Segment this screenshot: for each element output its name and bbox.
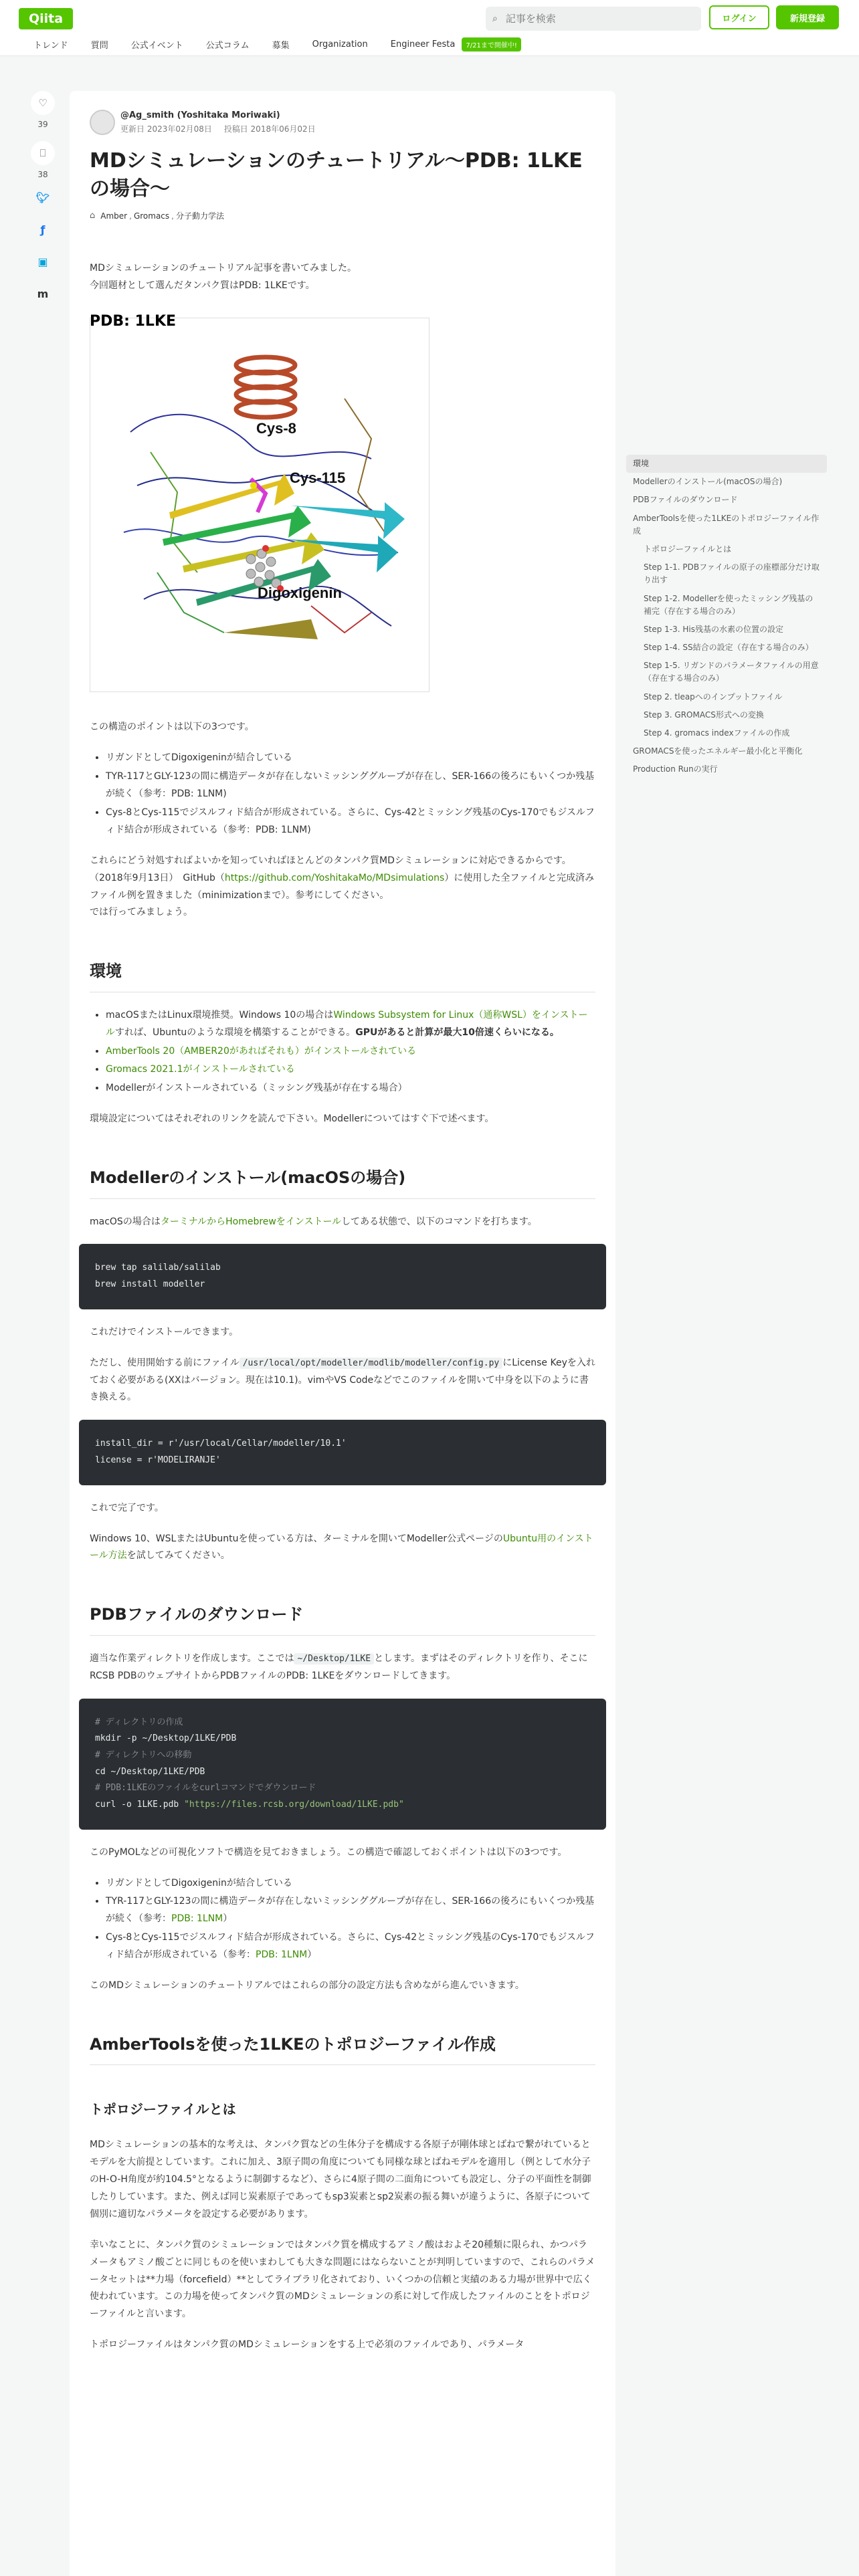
list-item bbox=[106, 1043, 595, 1061]
code-block-config[interactable]: install_dir = r'/usr/local/Cellar/modeller/10.1' license = r'MODELIRANJE' bbox=[79, 1420, 606, 1485]
toc-item[interactable]: Step 1-5. リガンドのパラメータファイルの用意（存在する場合のみ） bbox=[644, 661, 819, 683]
list-item: • Modellerがインストールされている（ミッシング残基が存在する場合） bbox=[106, 1080, 595, 1097]
code-block-brew[interactable]: brew tap salilab/salilab brew install modeller bbox=[79, 1244, 606, 1309]
nav-engineer-festa[interactable]: Engineer Festa bbox=[390, 39, 456, 49]
modeller-p1: macOSの場合はターミナルからHomebrewをインストールしてある状態で、以下のコマンドを打ちます。 bbox=[90, 1216, 537, 1227]
figure-heading: PDB: 1LKE bbox=[90, 312, 177, 330]
modeller-p2: これだけでインストールできます。 bbox=[90, 1326, 239, 1337]
modeller-p4: これで完了です。 bbox=[90, 1502, 164, 1513]
toc-item[interactable]: Step 1-1. PDBファイルの原子の座標部分だけ取り出す bbox=[644, 562, 820, 585]
like-button[interactable] bbox=[31, 91, 55, 115]
list-item: • リガンドとしてDigoxigeninが結合している bbox=[106, 1875, 595, 1893]
code-block-download[interactable]: # ディレクトリの作成 mkdir -p ~/Desktop/1LKE/PDB # ディレクトリへの移動 cd ~/Desktop/1LKE/PDB # PDB:1LKEのファイルをcurlコマンドでダウンロード curl -o 1LKE.pdb "https://files.rcsb.org/download/1LKE.pdb" bbox=[79, 1699, 606, 1830]
list-item: • Cys-8とCys-115でジスルフィド結合が形成されている。さらに、Cys-42とミッシング残基のCys-170でもジスルフィド結合が形成されている（参考：PDB: 1LNM) bbox=[106, 804, 595, 839]
updated-date: 更新日 2023年02月08日 bbox=[120, 124, 212, 134]
more-share-icon[interactable]: m bbox=[37, 288, 49, 300]
intro: MDシミュレーションのチュートリアル記事を書いてみました。 今回題材として選んだタンパク質はPDB: 1LKEです。 bbox=[90, 263, 357, 291]
stock-count: 38 bbox=[37, 170, 48, 179]
modeller-p3: ただし、使用開始する前にファイル /usr/local/opt/modeller/modlib/modeller/config.py にLicense Keyを入れておく必要がある(XXはバージョン。現在は10.1)。vimやVS Codeなどでこのファイルを開いて中身を以下のように書き換える。 bbox=[90, 1357, 595, 1403]
search-box[interactable] bbox=[486, 7, 701, 31]
search-icon: ⌕ bbox=[492, 13, 498, 24]
section-ambertools: AmberToolsを使った1LKEのトポロジーファイル作成 bbox=[90, 2030, 595, 2065]
article-body bbox=[90, 260, 595, 2354]
article-title: MDシミュレーションのチュートリアル〜PDB: 1LKEの場合〜 bbox=[90, 149, 583, 201]
site-header bbox=[0, 0, 859, 56]
homebrew-link[interactable]: ターミナルからHomebrewをインストール bbox=[160, 1216, 342, 1227]
topo-p1: MDシミュレーションの基本的な考えは、タンパク質などの生体分子を構成する各原子が剛体球とばねで繋がれているとモデルを大前提としています。これに加え、3原子間の角度についても同様な球とばねモデルを適用し（例として水分子のH-O-H角度が約104.5°となるように制御するなど）、さらに4原子間の二面角についても設定し、分子の平面性を制御したりしています。また、例えば同じ炭素原子であってもsp3炭素とsp2炭素の振る舞いが違うように、各原子について個別に適切なパラメータを設定する必要があります。 bbox=[90, 2139, 591, 2220]
env-list bbox=[90, 1007, 595, 1097]
author-name[interactable]: @Ag_smith (Yoshitaka Moriwaki) bbox=[120, 110, 280, 120]
tag-amber[interactable]: Amber bbox=[100, 211, 128, 221]
topo-p3: トポロジーファイルはタンパク質のMDシミュレーションをする上で必須のファイルであり、パラメータ bbox=[90, 2339, 524, 2351]
pdb-p1: 適当な作業ディレクトリを作成します。ここでは ~/Desktop/1LKE とします。まずはそのディレクトリを作り、そこにRCSB PDBのウェブサイトからPDBファイルのPDB: 1LKEをダウンロードしてきます。 bbox=[90, 1652, 588, 1681]
topo-p2: 幸いなことに、タンパク質のシミュレーションではタンパク質を構成するアミノ酸はおよそ20種類に限られ、かつパラメータもアミノ酸ごとに同じものを使いまわしても大きな問題にはならないことが判明していますので、これらのパラメータセットは**力場（forcefield）**としてライブラリ化されており、いくつかの信頼と実績のある力場が世界中で広く使われています。この力場を使ってタンパク質のMDシミュレーションの系に対して作成したファイルのことをトポロジーファイルと言います。 bbox=[90, 2239, 595, 2320]
section-env: 環境 bbox=[90, 956, 595, 992]
toc-item[interactable]: Step 1-4. SS結合の設定（存在する場合のみ） bbox=[644, 643, 814, 653]
ubuntu-install-link[interactable]: Ubuntu用のインストール方法 bbox=[90, 1533, 593, 1562]
list-item: • TYR-117とGLY-123の間に構造データが存在しないミッシンググループが存在し、SER-166の後ろにもいくつか残基が続く（参考：PDB: 1LNM) bbox=[106, 768, 595, 803]
toc-item[interactable]: Step 1-3. His残基の水素の位置の設定 bbox=[644, 624, 783, 634]
github-link[interactable]: https://github.com/YoshitakaMo/MDsimulations bbox=[224, 872, 445, 883]
toc-item[interactable]: 環境 bbox=[626, 455, 827, 473]
list-item: • macOSまたはLinux環境推奨。Windows 10の場合はWindows Subsystem for Linux（通称WSL）をインストールすれば、Ubuntuのような環境を構築することができる。GPUがあると計算が最大10倍速くらいになる。 bbox=[106, 1007, 595, 1042]
pdb-1lnm-link[interactable]: PDB: 1LNM bbox=[256, 1949, 308, 1961]
nav-organization[interactable]: Organization bbox=[312, 39, 368, 49]
nav-trend[interactable]: トレンド bbox=[33, 40, 68, 51]
search-input[interactable] bbox=[506, 13, 680, 25]
env-note: 環境設定についてはそれぞれのリンクを読んで下さい。Modellerについてはすぐ下で述べます。 bbox=[90, 1113, 494, 1125]
points-intro: この構造のポイントは以下の3つです。 bbox=[90, 722, 254, 733]
table-of-contents bbox=[626, 455, 827, 779]
heart-icon: ♡ bbox=[38, 97, 47, 109]
avatar[interactable] bbox=[90, 110, 115, 135]
toc-item[interactable]: PDBファイルのダウンロード bbox=[633, 495, 738, 505]
tag-md[interactable]: 分子動力学法 bbox=[175, 211, 224, 221]
toc-item[interactable]: Step 1-2. Modellerを使ったミッシング残基の補完（存在する場合のみ） bbox=[644, 593, 814, 616]
list-item: • TYR-117とGLY-123の間に構造データが存在しないミッシンググループが存在し、SER-166の後ろにもいくつか残基が続く（参考：PDB: 1LNM） bbox=[106, 1893, 595, 1928]
section-pdb: PDBファイルのダウンロード bbox=[90, 1600, 595, 1635]
toc-item[interactable]: GROMACSを使ったエネルギー最小化と平衡化 bbox=[633, 746, 803, 756]
nav-recruit[interactable]: 募集 bbox=[272, 40, 290, 51]
festa-badge[interactable]: 7/21まで開催中! bbox=[462, 37, 520, 51]
toc-item[interactable]: Step 3. GROMACS形式への変換 bbox=[644, 710, 764, 720]
nav-official-events[interactable]: 公式イベント bbox=[130, 40, 183, 51]
login-button[interactable]: ログイン bbox=[709, 5, 769, 29]
article bbox=[70, 91, 615, 2576]
section-topology: トポロジーファイルとは bbox=[90, 2101, 236, 2118]
points-after: これらにどう対処すればよいかを知っていればほとんどのタンパク質MDシミュレーションに対応できるからです。 （2018年9月13日） GitHub（https://github.com/YoshitakaMo/MDsimulations）に使用した全ファイルと完成済みファイル例を置きました（minimizationまで）。参考にしてください。 では行ってみましょう。 bbox=[90, 855, 595, 918]
points-list bbox=[90, 750, 595, 839]
pdb-1lnm-link[interactable]: PDB: 1LNM bbox=[171, 1913, 223, 1925]
toc-item[interactable]: トポロジーファイルとは bbox=[644, 544, 732, 554]
nav-questions[interactable]: 質問 bbox=[90, 40, 108, 51]
hatena-share-icon[interactable]: ▣ bbox=[37, 255, 48, 268]
structure-figure bbox=[90, 308, 595, 693]
label-digoxigenin: Digoxigenin bbox=[258, 584, 342, 602]
toc-item[interactable]: Step 4. gromacs indexファイルの作成 bbox=[644, 728, 790, 738]
toc-item[interactable]: AmberToolsを使った1LKEのトポロジーファイル作成 bbox=[633, 513, 820, 536]
label-cys8: Cys-8 bbox=[256, 420, 296, 437]
article-dates bbox=[120, 123, 325, 134]
like-count: 39 bbox=[37, 120, 48, 129]
section-modeller: Modellerのインストール(macOSの場合) bbox=[90, 1163, 595, 1198]
twitter-share-icon[interactable]: 🐦︎ bbox=[35, 191, 50, 204]
modeller-p5: Windows 10、WSLまたはUbuntuを使っている方は、ターミナルを開いてModeller公式ページのUbuntu用のインストール方法を試してみてください。 bbox=[90, 1533, 593, 1562]
author-meta bbox=[90, 110, 595, 135]
qiita-logo[interactable]: Qiita bbox=[19, 8, 73, 29]
list-item bbox=[106, 1061, 595, 1079]
posted-date: 投稿日 2018年06月02日 bbox=[223, 124, 316, 134]
list-item: • リガンドとしてDigoxigeninが結合している bbox=[106, 750, 595, 767]
pdb-p2: このPyMOLなどの可視化ソフトで構造を見ておきましょう。この構造で確認しておくポイントは以下の3つです。 bbox=[90, 1846, 567, 1858]
tag-icon: ⌂ bbox=[90, 211, 96, 221]
tag-list: ⌂ Amber , Gromacs , 分子動力学法 bbox=[90, 211, 224, 221]
facebook-share-icon[interactable]: ƒ bbox=[40, 223, 45, 236]
wsl-link[interactable]: Windows Subsystem for Linux（通称WSL）をインストール bbox=[106, 1009, 588, 1038]
ambertools-link[interactable]: AmberTools 20（AMBER20があればそれも）がインストールされている bbox=[106, 1045, 417, 1057]
tag-gromacs[interactable]: Gromacs bbox=[133, 211, 170, 221]
bookmark-icon: ⎕ bbox=[39, 147, 46, 159]
gromacs-link[interactable]: Gromacs 2021.1がインストールされている bbox=[106, 1064, 295, 1075]
label-cys115: Cys-115 bbox=[290, 469, 346, 487]
nav-official-columns[interactable]: 公式コラム bbox=[205, 40, 250, 51]
article-actions bbox=[29, 91, 56, 320]
toc-item[interactable]: Production Runの実行 bbox=[633, 764, 718, 774]
stock-button[interactable] bbox=[31, 141, 55, 165]
toc-item[interactable]: Step 2. tleapへのインプットファイル bbox=[644, 691, 783, 702]
signup-button[interactable]: 新規登録 bbox=[776, 5, 839, 29]
protein-structure-image bbox=[90, 318, 430, 692]
pdb-p3: このMDシミュレーションのチュートリアルではこれらの部分の設定方法も含めながら進んでいきます。 bbox=[90, 1980, 524, 1992]
toc-item[interactable]: Modellerのインストール(macOSの場合) bbox=[633, 477, 783, 487]
global-nav bbox=[33, 37, 521, 51]
list-item: • Cys-8とCys-115でジスルフィド結合が形成されている。さらに、Cys-42とミッシング残基のCys-170でもジスルフィド結合が形成されている（参考：PDB: 1LNM） bbox=[106, 1929, 595, 1964]
points-list-2 bbox=[90, 1875, 595, 1964]
